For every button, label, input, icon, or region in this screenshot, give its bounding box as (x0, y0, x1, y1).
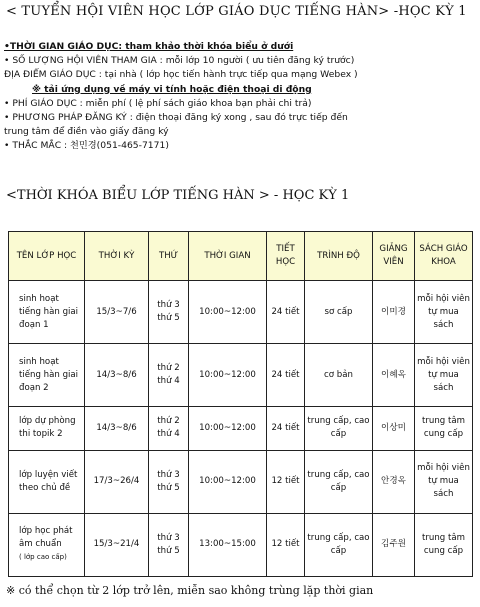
book-cell: trung tâm cung cấp (415, 513, 473, 576)
sessions-cell: 12 tiết (267, 450, 305, 513)
level-cell: cơ bản (305, 344, 373, 407)
days-cell: thứ 2 thứ 4 (149, 407, 189, 451)
info-fee: • PHÍ GIÁO DỤC : miễn phí ( lệ phí sách giáo khoa bạn phải chi trả) (4, 97, 312, 109)
info-location: ĐỊA ĐIỂM GIÁO DỤC : tại nhà ( lớp học tiến hành trực tiếp qua mạng Webex ) (4, 69, 358, 81)
table-row (9, 450, 473, 513)
time-cell: 10:00~12:00 (189, 407, 267, 451)
page-title: < TUYỂN HỘI VIÊN HỌC LỚP GIÁO DỤC TIẾNG HÀN> -HỌC KỲ 1 (6, 4, 467, 19)
sessions-cell: 24 tiết (267, 407, 305, 451)
days-cell: thứ 3 thứ 5 (149, 513, 189, 576)
header-period: THỜI KỲ (85, 232, 149, 281)
header-course: TÊN LỚP HỌC (9, 232, 85, 281)
header-book: SÁCH GIÁO KHOA (415, 232, 473, 281)
info-contact: • THẮC MẮC : 천민경(051-465-7171) (4, 140, 169, 152)
footnote: ※ có thể chọn từ 2 lớp trở lên, miễn sao không trùng lặp thời gian (6, 584, 374, 597)
book-cell: trung tâm cung cấp (415, 407, 473, 451)
time-cell: 13:00~15:00 (189, 513, 267, 576)
teacher-cell: 김주원 (373, 513, 415, 576)
days-cell: thứ 3 thứ 5 (149, 450, 189, 513)
level-cell: trung cấp, cao cấp (305, 407, 373, 451)
schedule-title: <THỜI KHÓA BIỂU LỚP TIẾNG HÀN > - HỌC KỲ 1 (6, 188, 350, 203)
info-section (4, 40, 476, 154)
info-member-count: • SỐ LƯỢNG HỘI VIÊN THAM GIA : mỗi lớp 10 người ( ưu tiên đăng ký trước) (4, 55, 355, 67)
table-row (9, 281, 473, 344)
time-cell: 10:00~12:00 (189, 450, 267, 513)
course-name: sinh hoạt tiếng hàn giai đoạn 1 (9, 281, 85, 344)
period-cell: 15/3~7/6 (85, 281, 149, 344)
sessions-cell: 24 tiết (267, 344, 305, 407)
teacher-cell: 이미경 (373, 281, 415, 344)
header-sessions: TIẾT HỌC (267, 232, 305, 281)
book-cell: mỗi hội viên tự mua sách (415, 344, 473, 407)
teacher-cell: 이혜옥 (373, 344, 415, 407)
course-name-text: lớp học phát âm chuẩn (19, 526, 73, 550)
teacher-cell: 안경옥 (373, 450, 415, 513)
table-row (9, 513, 473, 576)
level-cell: trung cấp, cao cấp (305, 513, 373, 576)
time-cell: 10:00~12:00 (189, 344, 267, 407)
info-app-note: ※ tải ứng dụng về máy vi tính hoặc điện thoại di động (32, 83, 312, 95)
course-name (9, 513, 85, 576)
table-row (9, 407, 473, 451)
course-note: ( lớp cao cấp) (19, 553, 67, 562)
days-cell: thứ 2 thứ 4 (149, 344, 189, 407)
header-level: TRÌNH ĐỘ (305, 232, 373, 281)
book-cell: mỗi hội viên tự mua sách (415, 281, 473, 344)
table-row (9, 344, 473, 407)
period-cell: 14/3~8/6 (85, 407, 149, 451)
course-name: lớp dự phòng thi topik 2 (9, 407, 85, 451)
course-name: sinh hoạt tiếng hàn giai đoạn 2 (9, 344, 85, 407)
period-cell: 17/3~26/4 (85, 450, 149, 513)
level-cell: trung cấp, cao cấp (305, 450, 373, 513)
book-cell: mỗi hội viên tự mua sách (415, 450, 473, 513)
teacher-cell: 이상미 (373, 407, 415, 451)
info-registration-cont: trung tâm để điền vào giấy đăng ký (4, 126, 169, 138)
table-header-row (9, 232, 473, 281)
course-name: lớp luyện viết theo chủ đề (9, 450, 85, 513)
period-cell: 15/3~21/4 (85, 513, 149, 576)
period-cell: 14/3~8/6 (85, 344, 149, 407)
header-time: THỜI GIAN (189, 232, 267, 281)
time-cell: 10:00~12:00 (189, 281, 267, 344)
level-cell: sơ cấp (305, 281, 373, 344)
header-teacher: GIẢNG VIÊN (373, 232, 415, 281)
sessions-cell: 24 tiết (267, 281, 305, 344)
info-registration: • PHƯƠNG PHÁP ĐĂNG KÝ : điện thoại đăng ký xong , sau đó trực tiếp đến (4, 112, 348, 124)
header-days: THỨ (149, 232, 189, 281)
info-education-time: •THỜI GIAN GIÁO DỤC: tham khảo thời khóa biểu ở dưới (4, 41, 294, 52)
schedule-table (8, 231, 473, 577)
days-cell: thứ 3 thứ 5 (149, 281, 189, 344)
sessions-cell: 12 tiết (267, 513, 305, 576)
